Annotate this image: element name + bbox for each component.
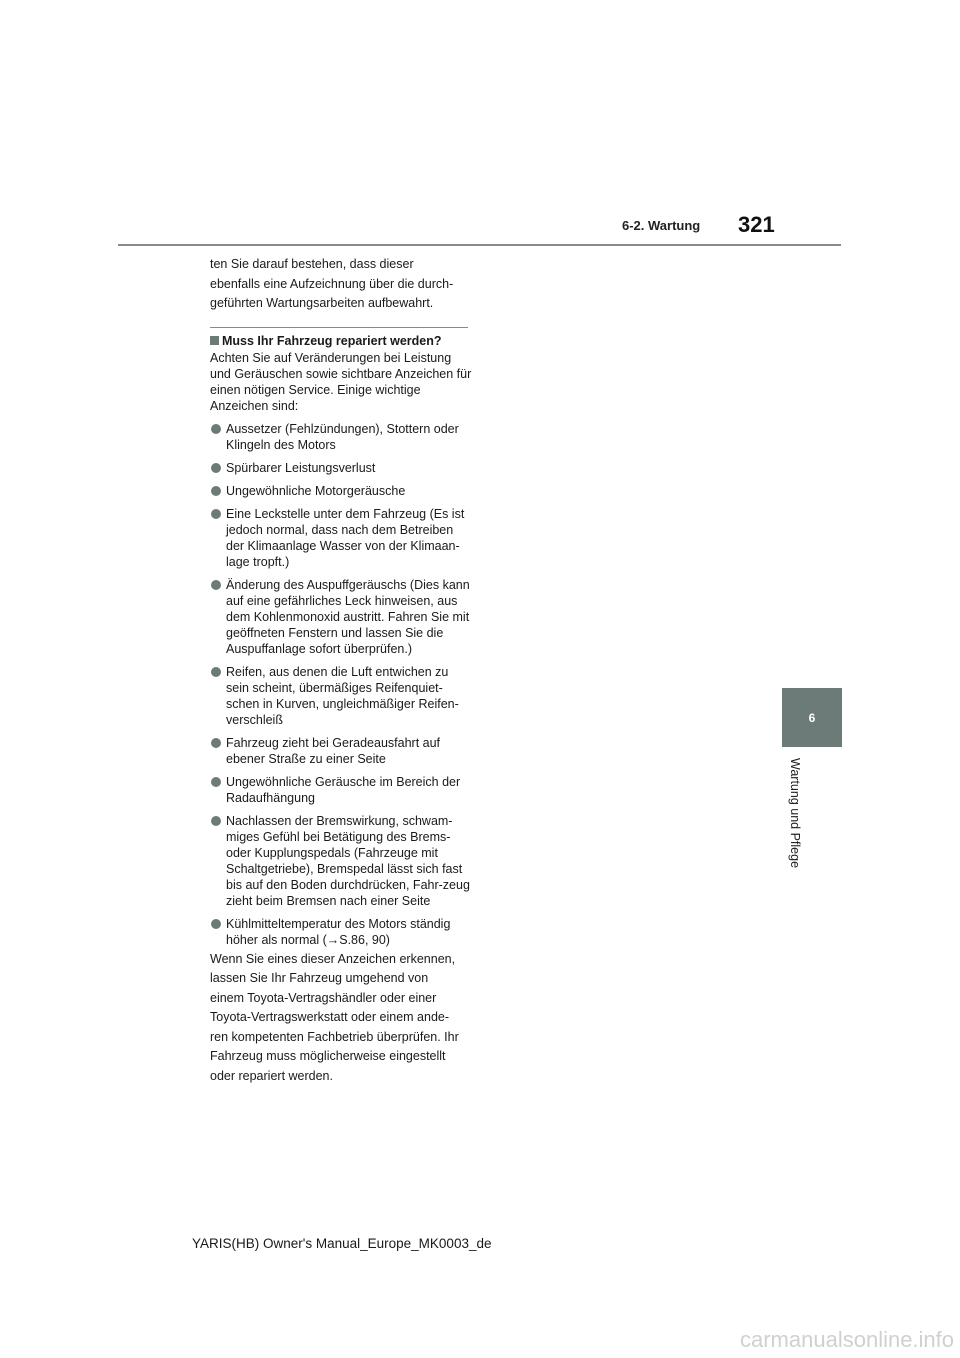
list-item-text: Ungewöhnliche Geräusche im Bereich der Radaufhängung bbox=[226, 774, 461, 805]
list-item bbox=[210, 774, 472, 806]
list-item-text: Ungewöhnliche Motorgeräusche bbox=[226, 483, 406, 498]
square-bullet-icon bbox=[210, 336, 219, 345]
list-item bbox=[210, 421, 472, 453]
chapter-title-vertical bbox=[785, 758, 805, 888]
manual-id-footer: YARIS(HB) Owner's Manual_Europe_MK0003_de bbox=[192, 1236, 492, 1251]
list-item bbox=[210, 664, 472, 728]
closing-line: lassen Sie Ihr Fahrzeug umgehend von bbox=[210, 971, 429, 985]
closing-line: oder repariert werden. bbox=[210, 1068, 333, 1083]
list-item-text: Reifen, aus denen die Luft entwichen zu sein scheint, übermäßiges Reifenquiet-schen in Kurven, ungleichmäßiger Reifen-verschleiß bbox=[226, 664, 459, 727]
bullet-icon bbox=[211, 486, 221, 496]
list-item-text: Nachlassen der Bremswirkung, schwam-miges Gefühl bei Betätigung des Brems- oder Kupplungspedals (Fahrzeuge mit Schaltgetriebe), Bremspedal lässt sich fast bis auf den Boden durchdrücken, Fahr-zeug zieht beim Bremsen nach einer Seite bbox=[226, 813, 470, 908]
chapter-number: 6 bbox=[808, 710, 816, 725]
main-content bbox=[210, 255, 472, 1086]
bullet-icon bbox=[211, 919, 221, 929]
header-divider bbox=[118, 244, 841, 246]
chapter-number-tab[interactable] bbox=[782, 688, 842, 747]
list-item bbox=[210, 460, 472, 476]
bullet-icon bbox=[211, 580, 221, 590]
closing-line: einem Toyota-Vertragshändler oder einer bbox=[210, 990, 437, 1005]
closing-line: Fahrzeug muss möglicherweise eingestellt bbox=[210, 1049, 446, 1063]
bullet-icon bbox=[211, 424, 221, 434]
section-divider bbox=[210, 327, 468, 328]
list-item-text: Änderung des Auspuffgeräuschs (Dies kann auf eine gefährliches Leck hinweisen, aus dem Kohlenmonoxid austritt. Fahren Sie mit geöffneten Fenstern und lassen Sie die Auspuffanlage sofort überprüfen.) bbox=[226, 577, 470, 656]
list-item bbox=[210, 813, 472, 909]
list-item-text: Fahrzeug zieht bei Geradeausfahrt auf ebener Straße zu einer Seite bbox=[226, 735, 441, 766]
list-item bbox=[210, 577, 472, 657]
opening-line: geführten Wartungsarbeiten aufbewahrt. bbox=[210, 296, 434, 310]
bullet-icon bbox=[211, 667, 221, 677]
list-item bbox=[210, 483, 472, 499]
section-intro: Achten Sie auf Veränderungen bei Leistung und Geräuschen sowie sichtbare Anzeichen für einen nötigen Service. Einige wichtige Anzeichen sind: bbox=[210, 350, 472, 413]
closing-paragraph bbox=[210, 950, 472, 1087]
section-heading bbox=[210, 333, 472, 349]
watermark: carmanualsonline.info bbox=[740, 1327, 955, 1352]
bullet-icon bbox=[211, 463, 221, 473]
bullet-icon bbox=[211, 509, 221, 519]
closing-line: ren kompetenten Fachbetrieb überprüfen. Ihr bbox=[210, 1029, 459, 1044]
opening-line: ten Sie darauf bestehen, dass dieser bbox=[210, 257, 414, 271]
bullet-icon bbox=[211, 777, 221, 787]
symptom-list bbox=[210, 421, 472, 948]
page-number: 321 bbox=[738, 212, 775, 237]
bullet-icon bbox=[211, 816, 221, 826]
list-item-text: Kühlmitteltemperatur des Motors ständig höher als normal (→S.86, 90) bbox=[226, 916, 451, 947]
list-item-text: Spürbarer Leistungsverlust bbox=[226, 460, 376, 475]
section-title: 6-2. Wartung bbox=[622, 218, 701, 233]
list-item bbox=[210, 735, 472, 767]
closing-line: Wenn Sie eines dieser Anzeichen erkennen, bbox=[210, 951, 456, 966]
opening-line: ebenfalls eine Aufzeichnung über die durch- bbox=[210, 276, 454, 291]
list-item bbox=[210, 506, 472, 570]
chapter-title: Wartung und Pflege bbox=[788, 758, 802, 869]
list-item-text: Aussetzer (Fehlzündungen), Stottern oder Klingeln des Motors bbox=[226, 421, 459, 452]
section-heading-text: Muss Ihr Fahrzeug repariert werden? bbox=[222, 333, 442, 348]
closing-line: Toyota-Vertragswerkstatt oder einem ande- bbox=[210, 1010, 450, 1024]
bullet-icon bbox=[211, 738, 221, 748]
list-item bbox=[210, 916, 472, 948]
list-item-text: Eine Leckstelle unter dem Fahrzeug (Es ist jedoch normal, dass nach dem Betreiben der Klimaanlage Wasser von der Klimaan-lage tropft.) bbox=[226, 506, 465, 569]
